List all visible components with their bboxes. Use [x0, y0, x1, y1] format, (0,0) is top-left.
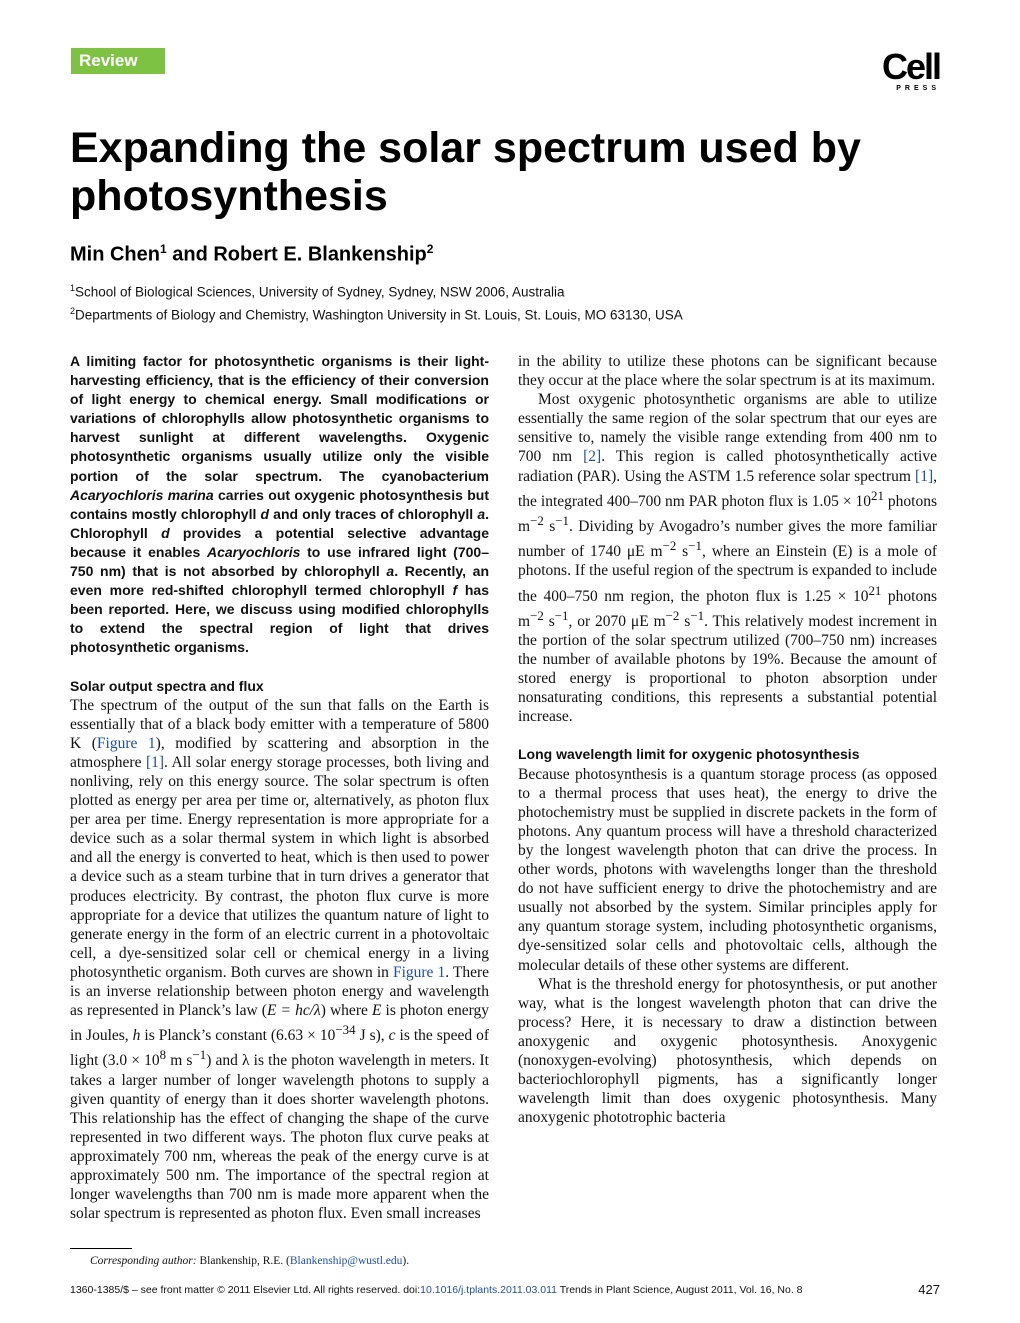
right-column-flow — [518, 352, 937, 1127]
section-heading-long-wavelength: Long wavelength limit for oxygenic photosynthesis — [518, 746, 860, 763]
logo-main-text: Cell — [881, 46, 940, 87]
reference-1-link[interactable]: [1] — [145, 753, 165, 771]
page-footer: 1360-1385/$ – see front matter © 2011 Elsevier Ltd. All rights reserved. doi:10.1016/j.tplants.2011.03.011 Trends in Plant Science, August 2011, Vol. 16, No. 8 427 — [70, 1282, 940, 1297]
left-column — [70, 352, 489, 1223]
section-heading-solar-output: Solar output spectra and flux — [70, 677, 264, 694]
author-line — [70, 242, 433, 267]
abstract: A limiting factor for photosynthetic organisms is their light-harvesting efficiency, that is the efficiency of their conversion of light energy to chemical energy. Small modifications or variations of chlorophylls allow photosynthetic organisms to harvest sunlight at different wavelengths. Oxygenic photosynthetic organisms usually utilize only the visible portion of the solar spectrum. The cyanobacterium Acaryochloris marina carries out oxygenic photosynthesis but contains mostly chlorophyll d and only traces of chlorophyll a. Chlorophyll d provides a potential selective advantage because it enables Acaryochloris to use infrared light (700–750 nm) that is not absorbed by chlorophyll a. Recently, an even more red-shifted chlorophyll termed chlorophyll f has been reported. Here, we discuss using modified chlorophylls to extend the spectral region of light that drives photosynthetic organisms. — [70, 353, 490, 656]
footnote-rule — [70, 1248, 132, 1249]
author-2: Robert E. Blankenship — [213, 243, 427, 266]
article-type-badge: Review — [71, 48, 165, 74]
body-paragraph-3: Because photosynthesis is a quantum storage process (as opposed to a thermal process that uses heat), the energy to drive the photochemistry must be supplied in discrete packets in the form of photons. Any quantum process will have a threshold characterized by the longest wavelength photon that can drive the process. In other words, photons with wavelengths longer than the threshold do not have sufficient energy to drive the photochemistry and are usually not absorbed by the system. Similar principles apply for any quantum storage system, including photosynthetic organisms, dye-sensitized solar cells and photovoltaic cells, although the molecular details of these other systems are different. — [518, 765, 937, 974]
body-paragraph-1-continued: in the ability to utilize these photons can be significant because they occur at the place where the solar spectrum is at its maximum. — [518, 353, 937, 390]
author-email-link[interactable]: Blankenship@wustl.edu — [289, 1255, 403, 1267]
article-title: Expanding the solar spectrum used by photosynthesis — [70, 124, 861, 220]
body-paragraph-1: The spectrum of the output of the sun that falls on the Earth is essentially that of a black body emitter with a temperature of 5800 K (Figure 1), modified by scattering and absorption in the atmosphere [1]. All solar energy storage processes, both living and nonliving, rely on this energy source. The solar spectrum is often plotted as energy per area per time or, alternatively, as photon flux per area per time. Energy representation is more appropriate for a device such as a solar thermal system in which light is absorbed and all the energy is converted to heat, which is then used to power a device such as a steam turbine that in turn drives a generator that produces electricity. By contrast, the photon flux curve is more appropriate for a device that utilizes the quantum nature of light to generate energy in the form of an electric current in a photovoltaic cell, a dye-sensitized solar cell or chemical energy in a living photosynthetic organism. Both curves are shown in Figure 1. There is an inverse relationship between photon energy and wavelength as represented in Planck’s law (E = hc/λ) where E is photon energy in Joules, h is Planck’s constant ($6.63 \times 10^{-34}$ J s), c is the speed of light ($3.0 \times 10^8$ m $s^{-1}$) and λ is the photon wavelength in meters. It takes a larger number of longer wavelength photons to supply a given quantity of energy than it does shorter wavelength photons. This relationship has the effect of changing the shape of the curve represented in two different ways. The photon flux curve peaks at approximately 700 nm, whereas the peak of the energy curve is at approximately 500 nm. The importance of the spectral region at longer wavelengths than 700 nm is made more apparent when the solar spectrum is represented as photon flux. Even small increases — [70, 696, 490, 1223]
page-number: 427 — [918, 1282, 940, 1297]
body-paragraph-2: Most oxygenic photosynthetic organisms are able to utilize essentially the same region of the solar spectrum that our eyes are sensitive to, namely the visible range extending from 400 nm to 700 nm [2]. This region is called photosynthetically active radiation (PAR). Using the ASTM 1.5 reference solar spectrum [1], the integrated 400–700 nm PAR photon flux is $1.05 \times 10^{21}$ photons $m^{-2}$ $s^{-1}$. Dividing by Avogadro’s number gives the more familiar number of 1740 μE $m^{-2}$ $s^{-1}$, where an Einstein (E) is a mole of photons. If the useful region of the spectrum is expanded to include the 400–750 nm region, the photon flux is $1.25 \times 10^{21}$ photons $m^{-2}$ $s^{-1}$, or 2070 μE $m^{-2}$ $s^{-1}$. This relatively modest increment in the portion of the solar spectrum utilized (700–750 nm) increases the number of available photons by 19%. Because the amount of stored energy is proportional to photon absorption under nonsaturating conditions, this represents a substantial potential increase. — [518, 391, 938, 726]
body-paragraph-4: What is the threshold energy for photosynthesis, or put another way, what is the longest wavelength photon that can drive the process? Here, it is necessary to draw a distinction between anoxygenic and oxygenic photosynthesis. Anoxygenic (nonoxygen-evolving) photosynthesis, which depends on bacteriochlorophyll pigments, has a significantly longer wavelength limit than does oxygenic photosynthesis. Many anoxygenic phototrophic bacteria — [518, 975, 937, 1127]
cell-press-logo — [872, 46, 940, 92]
figure-1-link[interactable]: Figure 1 — [96, 734, 156, 752]
author-2-affil: 2 — [426, 242, 434, 256]
reference-2-link[interactable]: [2] — [583, 448, 602, 466]
corresponding-author-note: Corresponding author: Blankenship, R.E. (Blankenship@wustl.edu). — [90, 1255, 410, 1267]
affiliation-2: $^2$Departments of Biology and Chemistry, Washington University in St. Louis, St. Louis, MO 63130, USA — [70, 305, 683, 322]
affiliation-1: $^1$School of Biological Sciences, University of Sydney, Sydney, NSW 2006, Australia — [70, 283, 565, 300]
author-joiner: and — [166, 243, 214, 266]
figure-1-link-2[interactable]: Figure 1 — [392, 963, 446, 981]
doi-link[interactable]: 10.1016/j.tplants.2011.03.011 — [420, 1284, 557, 1296]
author-1-affil: 1 — [160, 242, 167, 256]
logo-sub-text: PRESS — [896, 85, 940, 92]
reference-1-link-2[interactable]: [1] — [915, 467, 934, 485]
author-1: Min Chen — [70, 243, 160, 266]
affiliations — [70, 279, 683, 324]
